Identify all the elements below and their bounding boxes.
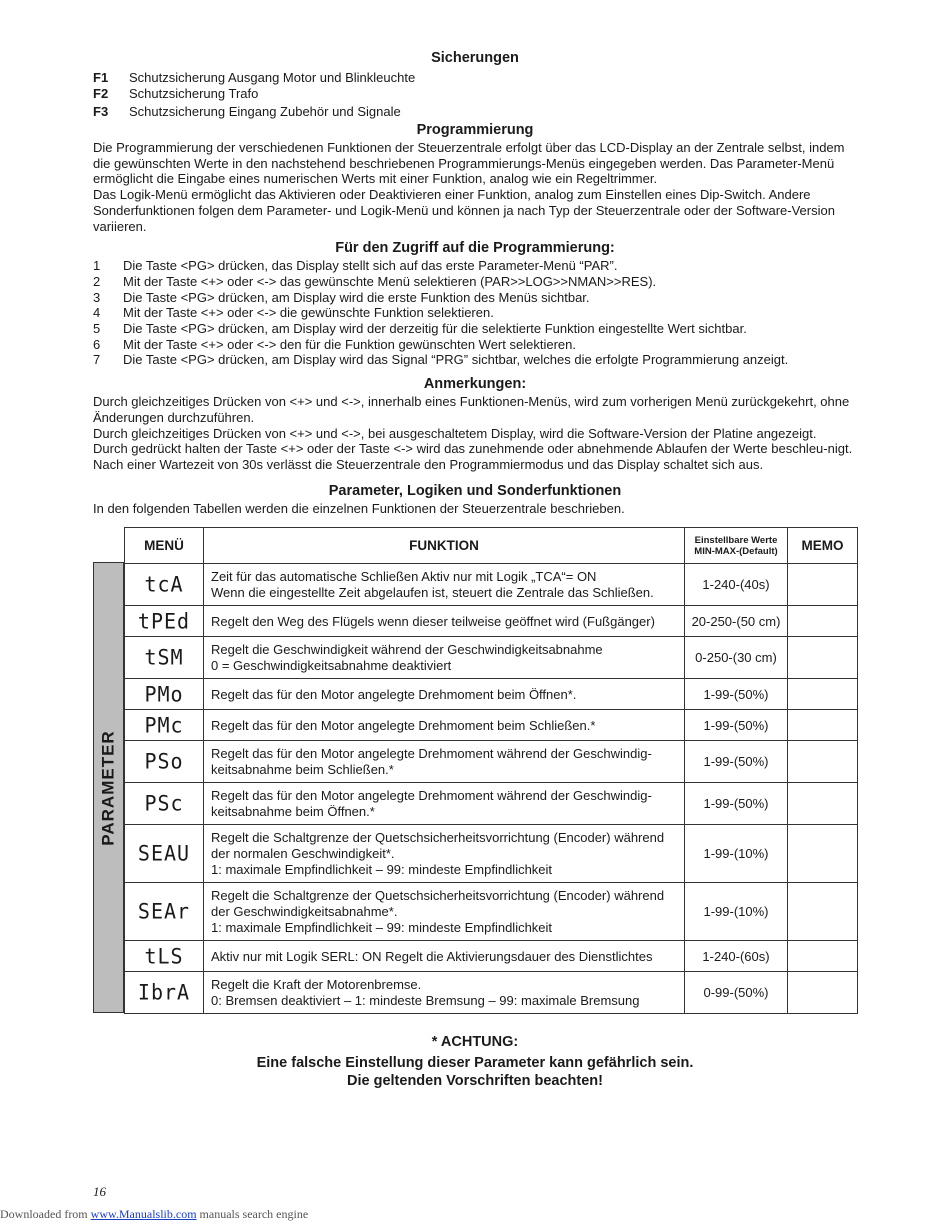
memo-cell	[788, 679, 858, 710]
memo-cell	[788, 710, 858, 741]
footer: Downloaded from www.Manualslib.com manuals search engine	[0, 1207, 309, 1221]
table-row	[125, 637, 858, 679]
table-header-row	[125, 528, 858, 564]
menu-code: tSM	[125, 636, 204, 680]
value-range: 1-99-(10%)	[685, 883, 788, 941]
function-text: Regelt das für den Motor angelegte Drehmoment während der Geschwindig- keitsabnahme beim Schließen.*	[204, 741, 685, 783]
warning-title: * ACHTUNG:	[431, 1034, 519, 1051]
memo-cell	[788, 564, 858, 606]
function-text: Regelt die Geschwindigkeit während der Geschwindigkeitsabnahme 0 = Geschwindigkeitsabnahme deaktiviert	[204, 637, 685, 679]
programmierung-title: Programmierung	[416, 122, 534, 138]
table-row	[125, 710, 858, 741]
function-text: Regelt den Weg des Flügels wenn dieser teilweise geöffnet wird (Fußgänger)	[204, 606, 685, 637]
zugriff-title: Für den Zugriff auf die Programmierung:	[335, 240, 615, 257]
table-row	[125, 679, 858, 710]
value-range: 1-99-(50%)	[685, 783, 788, 825]
anmerkungen-title: Anmerkungen:	[423, 376, 527, 393]
value-range: 1-99-(50%)	[685, 679, 788, 710]
table-row	[125, 564, 858, 606]
value-range: 1-240-(40s)	[685, 564, 788, 606]
value-range: 1-99-(10%)	[685, 825, 788, 883]
programmierung-paragraph: Das Logik-Menü ermöglicht das Aktivieren oder Deaktivieren einer Funktion, analog zum Einstellen eines Dip-Switch. Andere Sonderfunktionen folgen dem Parameter- und Logik-Menü und können ja nach Typ der Steuerzentrale oder der Software-Version variieren.	[93, 187, 835, 234]
warning-line: Eine falsche Einstellung dieser Parameter kann gefährlich sein.	[256, 1055, 694, 1072]
function-text: Regelt die Schaltgrenze der Quetschsicherheitsvorrichtung (Encoder) während der normalen Geschwindigkeit*. 1: maximale Empfindlichkeit – 99: mindeste Empfindlichkeit	[204, 825, 685, 883]
memo-cell	[788, 972, 858, 1014]
programmierung-paragraph: Die Programmierung der verschiedenen Funktionen der Steuerzentrale erfolgt über das LCD-Display an der Zentrale selbst, indem die gewünschten Werte in den nachstehend beschriebenen Programmierungs-Menüs eingegeben werden. Das Parameter-Menü ermöglicht die Eingabe eines numerischen Werts mit einer Funktion, analog wie ein Regeltrimmer.	[93, 140, 845, 187]
table-row	[125, 972, 858, 1014]
page-number: 16	[93, 1184, 106, 1199]
parameter-side-label: PARAMETER	[93, 562, 124, 1013]
header-werte: Einstellbare Werte MIN-MAX-(Default)	[685, 528, 788, 564]
function-text: Regelt das für den Motor angelegte Drehmoment während der Geschwindig- keitsabnahme beim Öffnen.*	[204, 783, 685, 825]
fuse-item: F3 Schutzsicherung Eingang Zubehör und Signale	[93, 104, 401, 119]
steps-list	[93, 258, 857, 368]
menu-code: PSc	[125, 782, 204, 826]
function-text: Zeit für das automatische Schließen Aktiv nur mit Logik „TCA“= ON Wenn die eingestellte Zeit abgelaufen ist, steuert die Zentrale das Schließen.	[204, 564, 685, 606]
table-row	[125, 883, 858, 941]
menu-code: IbrA	[125, 971, 204, 1015]
menu-code: tcA	[125, 563, 204, 607]
menu-code: tPEd	[125, 605, 204, 638]
warning-block	[93, 1032, 857, 1092]
parameter-table	[124, 527, 858, 1014]
menu-code: PSo	[125, 740, 204, 784]
memo-cell	[788, 941, 858, 972]
menu-code: PMc	[125, 709, 204, 742]
note-line: Durch gleichzeitiges Drücken von <+> und <->, bei ausgeschaltetem Display, wird die Software-Version der Platine angezeigt.	[93, 425, 817, 441]
function-text: Regelt das für den Motor angelegte Drehmoment beim Schließen.*	[204, 710, 685, 741]
table-row	[125, 606, 858, 637]
value-range: 1-99-(50%)	[685, 741, 788, 783]
function-text: Regelt die Kraft der Motorenbremse. 0: Bremsen deaktiviert – 1: mindeste Bremsung – 99: maximale Bremsung	[204, 972, 685, 1014]
step-item: 7 Die Taste <PG> drücken, am Display wird das Signal “PRG” sichtbar, welches die erfolgte Programmierung anzeigt.	[93, 352, 789, 368]
header-funktion: FUNKTION	[204, 528, 685, 564]
table-row	[125, 825, 858, 883]
fuse-item: F1 Schutzsicherung Ausgang Motor und Blinkleuchte	[93, 70, 416, 85]
step-item: 6 Mit der Taste <+> oder <-> den für die Funktion gewünschten Wert selektieren.	[93, 336, 576, 352]
header-menu: MENÜ	[125, 528, 204, 564]
memo-cell	[788, 637, 858, 679]
step-item: 1 Die Taste <PG> drücken, das Display stellt sich auf das erste Parameter-Menü “PAR”.	[93, 258, 618, 274]
menu-code: tLS	[125, 940, 204, 973]
step-item: 4 Mit der Taste <+> oder <-> die gewünschte Funktion selektieren.	[93, 305, 494, 321]
fuse-list	[93, 70, 857, 120]
note-line: Nach einer Wartezeit von 30s verlässt die Steuerzentrale den Programmiermodus und das Display schaltet sich aus.	[93, 456, 764, 472]
table-row	[125, 783, 858, 825]
fuse-item: F2 Schutzsicherung Trafo	[93, 86, 259, 101]
note-line: Durch gleichzeitiges Drücken von <+> und <->, innerhalb eines Funktionen-Menüs, wird zum vorherigen Menü zurückgekehrt, ohne Änderungen durchzuführen.	[93, 394, 850, 425]
step-item: 3 Die Taste <PG> drücken, am Display wird die erste Funktion des Menüs sichtbar.	[93, 289, 590, 305]
function-text: Regelt das für den Motor angelegte Drehmoment beim Öffnen*.	[204, 679, 685, 710]
warning-line: Die geltenden Vorschriften beachten!	[347, 1073, 603, 1090]
note-line: Durch gedrückt halten der Taste <+> oder der Taste <-> wird das zunehmende oder abnehmende Ablaufen der Werte beschleu-nigt.	[93, 441, 853, 457]
value-range: 0-99-(50%)	[685, 972, 788, 1014]
table-row	[125, 741, 858, 783]
table-row	[125, 941, 858, 972]
memo-cell	[788, 606, 858, 637]
parameter-table-wrapper	[93, 527, 857, 1014]
value-range: 20-250-(50 cm)	[685, 606, 788, 637]
function-text: Regelt die Schaltgrenze der Quetschsicherheitsvorrichtung (Encoder) während der Geschwindigkeitsabnahme*. 1: maximale Empfindlichkeit – 99: mindeste Empfindlichkeit	[204, 883, 685, 941]
memo-cell	[788, 883, 858, 941]
manualslib-link[interactable]: www.Manualslib.com	[90, 1207, 197, 1221]
parameter-section-title: Parameter, Logiken und Sonderfunktionen	[328, 482, 622, 499]
menu-code: SEAr	[125, 881, 204, 942]
document-page	[93, 48, 857, 1092]
value-range: 0-250-(30 cm)	[685, 637, 788, 679]
menu-code: PMo	[125, 678, 204, 711]
value-range: 1-240-(60s)	[685, 941, 788, 972]
header-memo: MEMO	[788, 528, 858, 564]
memo-cell	[788, 825, 858, 883]
step-item: 2 Mit der Taste <+> oder <-> das gewünschte Menü selektieren (PAR>>LOG>>NMAN>>RES).	[93, 273, 657, 289]
menu-code: SEAU	[125, 823, 204, 884]
function-text: Aktiv nur mit Logik SERL: ON Regelt die Aktivierungsdauer des Dienstlichtes	[204, 941, 685, 972]
parameter-intro: In den folgenden Tabellen werden die einzelnen Funktionen der Steuerzentrale beschrieben.	[93, 500, 625, 516]
value-range: 1-99-(50%)	[685, 710, 788, 741]
memo-cell	[788, 783, 858, 825]
sicherungen-title: Sicherungen	[431, 50, 519, 66]
memo-cell	[788, 741, 858, 783]
step-item: 5 Die Taste <PG> drücken, am Display wird der derzeitig für die selektierte Funktion eingestellte Wert sichtbar.	[93, 321, 747, 337]
